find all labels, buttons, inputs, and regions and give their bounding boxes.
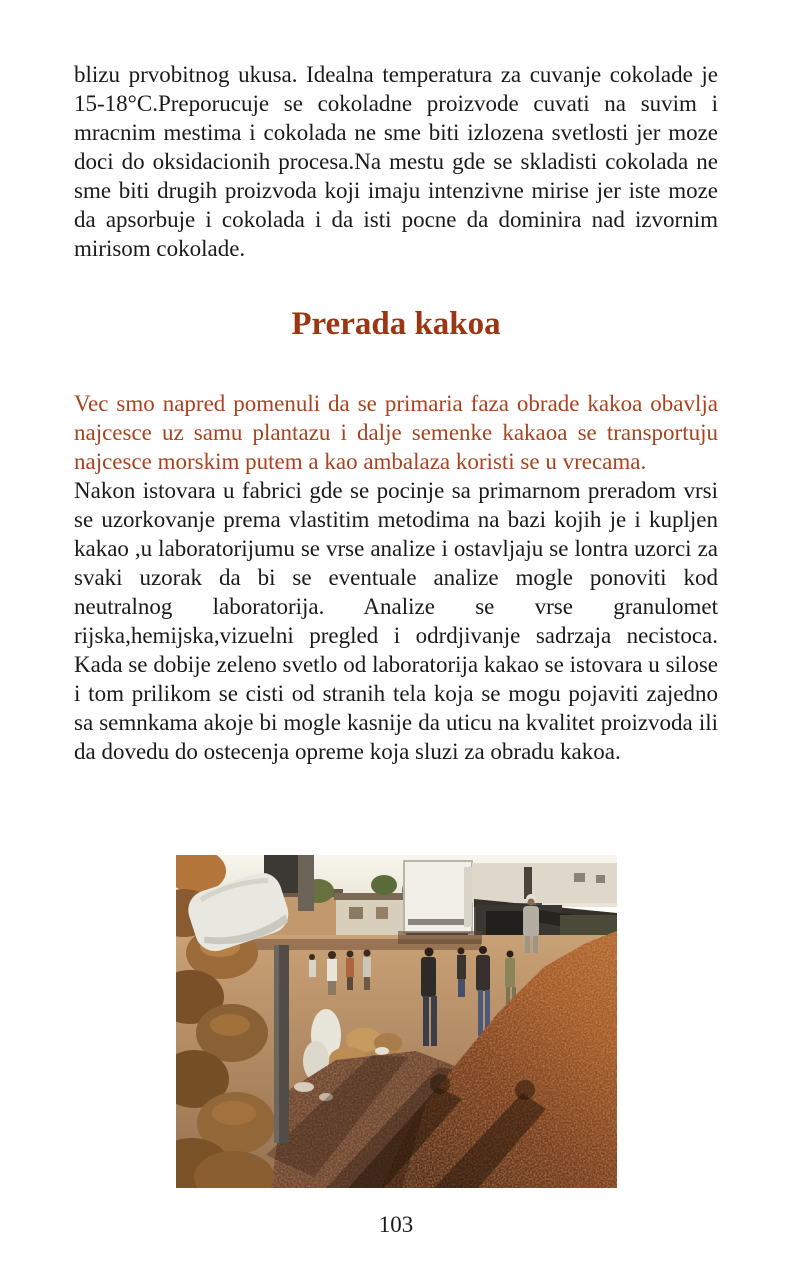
section-heading: Prerada kakoa [291, 306, 501, 342]
worker-center [421, 948, 437, 1047]
text-column [74, 60, 718, 766]
paragraph-storage-conditions: blizu prvobitnog ukusa. Idealna temperatura za cuvanje cokolade je 15-18°C.Preporucuje se cokoladne proizvode cuvati na suvim i mracnim mestima i cokolada ne sme biti izlozena svetlosti jer moze doci do oksidacionih procesa.Na mestu gde se skladisti cokolada ne sme biti drugih proizvoda koji imaju intenzivne mirise jer iste moze da apsorbuje i cokolada i da isti pocne da dominira nad izvornim mirisom cokolade. [74, 62, 718, 261]
worker-right [476, 946, 490, 1036]
paragraph-primary-phase: Vec smo napred pomenuli da se primaria faza obrade kakoa obavlja najcesce uz samu plantazu i dalje semenke kakaoa se transportuju najcesce morskim putem a kao ambalaza koristi se u vrecama. [74, 391, 718, 474]
paragraph-factory-unloading: Nakon istovara u fabrici gde se pocinje sa primarnom preradom vrsi se uzorkovanje prema vlastitim metodima na bazi kojih je i kupljen kakao ,u laboratorijumu se vrse analize i ostavljaju se lontra uzorci za svaki uzorak da bi se eventuale analize mogle ponoviti kod neutralnog laboratorija. Analize se vrse granulomet rijska,hemijska,vizuelni pregled i odrdjivanje sadrzaja necistoca. Kada se dobije zeleno svetlo od laboratorija kakao se istovara u silose i tom prilikom se cisti od stranih tela koja se mogu pojaviti zajedno sa semnkama akoje bi mogle kasnije da uticu na kvalitet proizvoda ili da dovedu do ostecenja opreme koja sluzi za obradu kakoa. [74, 478, 718, 764]
page-number: 103 [378, 1212, 414, 1237]
cocoa-yard-illustration [176, 855, 617, 1188]
photo-cocoa-yard [176, 855, 617, 1188]
